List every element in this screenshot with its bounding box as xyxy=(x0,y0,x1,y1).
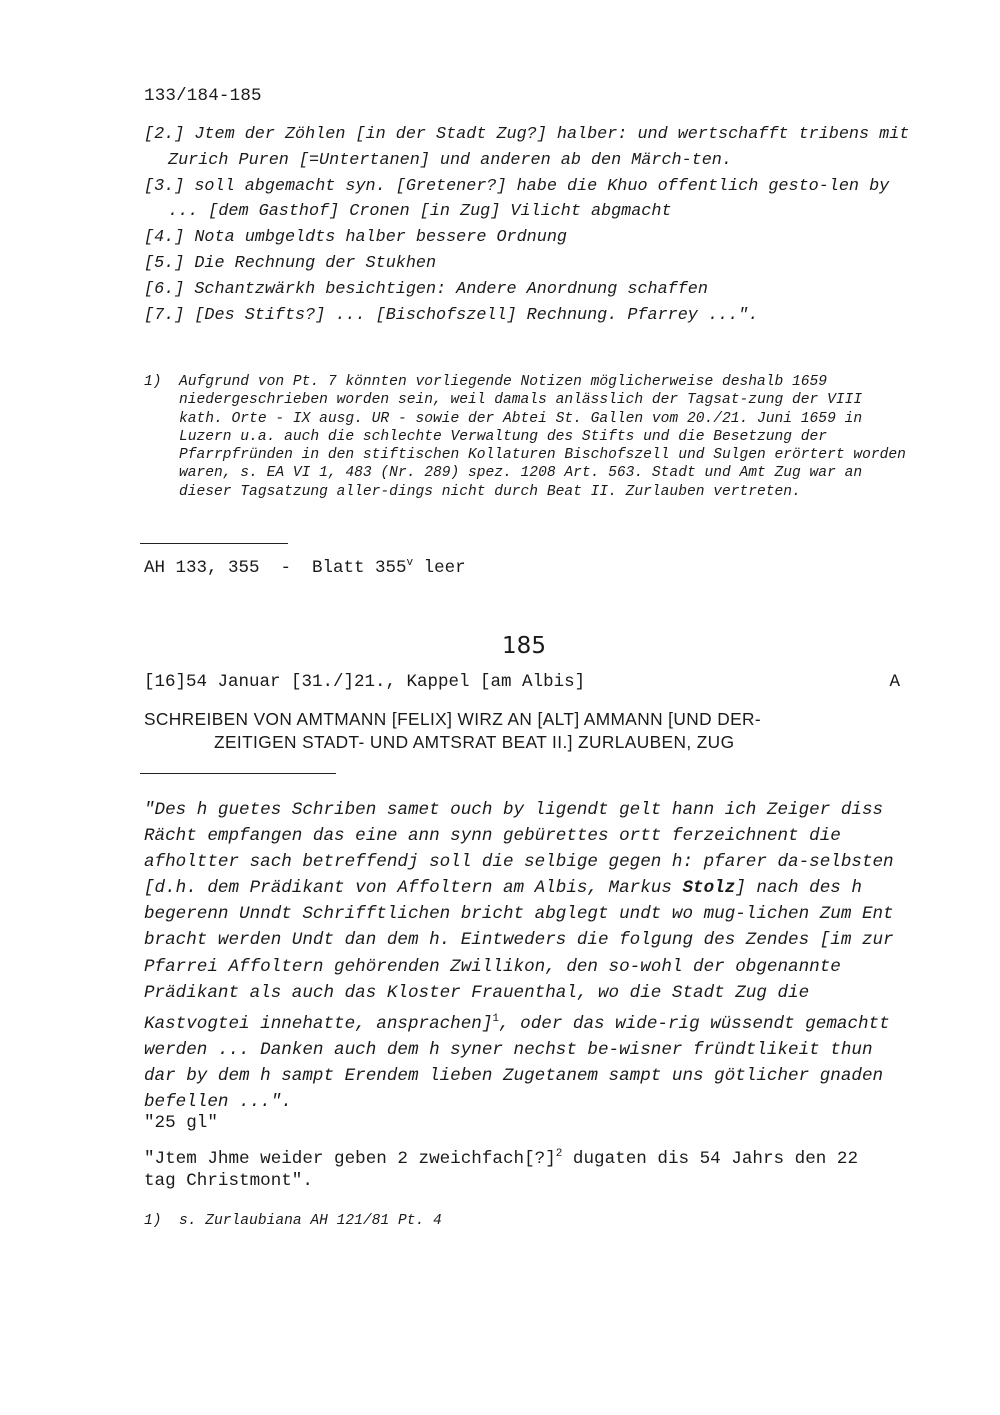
note-item: [6.] Schantzwärkh besichtigen: Andere Anordnung schaffen xyxy=(144,279,708,299)
entry-text: dugaten dis 54 Jahrs den 22 xyxy=(562,1149,858,1169)
title-line-2: ZEITIGEN STADT- UND AMTSRAT BEAT II.] ZURLAUBEN, ZUG xyxy=(214,731,735,752)
footnote-previous xyxy=(144,373,914,501)
entry-text: "Jtem Jhme weider geben 2 zweichfach[?] xyxy=(144,1149,556,1169)
note-item: [2.] Jtem der Zöhlen [in der Stadt Zug?] halber: und wertschafft tribens mit Zurich Puren [=Untertanen] und anderen ab den Märch-ten. xyxy=(144,125,910,170)
footnote-divider xyxy=(140,543,288,544)
footnote-number: 1) xyxy=(144,1213,162,1229)
amount-line: "25 gl" xyxy=(144,1113,218,1133)
date-place: [16]54 Januar [31./]21., Kappel [am Albis] xyxy=(144,672,586,692)
archive-reference-verso: v xyxy=(406,557,414,569)
quote-text: "Des h guetes Schriben samet ouch by ligendt gelt hann ich Zeiger diss Rächt empfangen das eine ann synn gebürettes ortt ferzeichnent die afholtter sach betreffendj soll die selbige gegen h: pfarer da-selbsten [d.h. dem Prädikant von Affoltern am Albis, Markus xyxy=(144,800,894,899)
document-number: 185 xyxy=(502,633,546,659)
footnote-text: s. Zurlaubiana AH 121/81 Pt. 4 xyxy=(179,1213,442,1229)
date-place-line xyxy=(144,672,900,692)
note-item: [7.] [Des Stifts?] ... [Bischofszell] Rechnung. Pfarrey ...". xyxy=(144,305,759,325)
archive-reference xyxy=(144,557,466,578)
quote-text: ] nach des h begerenn Unndt Schrifftlichen bricht abglegt undt wo mug-lichen Zum Ent bracht werden Undt dan dem h. Eintweders die folgung des Zendes [im zur Pfarrei Affoltern gehörenden Zwillikon, den so-wohl der obgenannte Prädikant als auch das Kloster Frauenthal, wo die Stadt Zug die Kastvogtei innehatte, ansprachen] xyxy=(144,878,894,1034)
quote-bold-name: Stolz xyxy=(682,878,736,899)
note-item: [5.] Die Rechnung der Stukhen xyxy=(144,253,437,273)
title-line-1: SCHREIBEN VON AMTMANN [FELIX] WIRZ AN [ALT] AMMANN [UND DER- xyxy=(144,709,762,729)
note-item: [3.] soll abgemacht syn. [Gretener?] habe die Khuo offentlich gesto-len by ... [dem Gasthof] Cronen [in Zug] Vilicht abgmacht xyxy=(144,176,890,222)
footnote-text: Aufgrund von Pt. 7 könnten vorliegende Notizen möglicherweise deshalb 1659 niedergeschrieben worden sein, weil damals anlässlich der Tagsat-zung der VIII kath. Orte - IX ausg. UR - sowie der Abtei St. Gallen vom 20./21. Juni 1659 in Luzern u.a. auch die schlechte Verwaltung des Stifts und die Besetzung der Pfarrpfründen in den stiftischen Kollaturen Bischofszell und Sulgen erörtert worden waren, s. EA VI 1, 483 (Nr. 289) spez. 1208 Art. 563. Stadt und Amt Zug war an dieser Tagsatzung aller-dings nicht durch Beat II. Zurlauben vertreten. xyxy=(179,374,906,500)
numbered-notes xyxy=(144,122,914,328)
quote-text: , oder das wide-rig wüssendt gemachtt werden ... Danken auch dem h syner nechst be-wisner fründtlikeit thun dar by dem h sampt Erendem lieben Zugetanem sampt uns götlicher gnaden befellen ...". xyxy=(144,1013,890,1113)
document-marker: A xyxy=(889,672,900,692)
letter-quote xyxy=(144,797,914,1115)
entry-line-2: tag Christmont". xyxy=(144,1171,313,1191)
footnote-document xyxy=(144,1213,442,1229)
document-title xyxy=(144,708,884,753)
page-reference: 133/184-185 xyxy=(144,86,262,106)
title-divider xyxy=(140,773,336,774)
footnote-ref: 2 xyxy=(555,1148,563,1160)
footnote-number: 1) xyxy=(144,374,162,390)
note-item: [4.] Nota umbgeldts halber bessere Ordnung xyxy=(144,228,567,248)
archive-reference-suffix: leer xyxy=(413,558,466,578)
archive-reference-text: AH 133, 355 - Blatt 355 xyxy=(144,558,407,578)
footnote-ref: 1 xyxy=(492,1012,500,1025)
